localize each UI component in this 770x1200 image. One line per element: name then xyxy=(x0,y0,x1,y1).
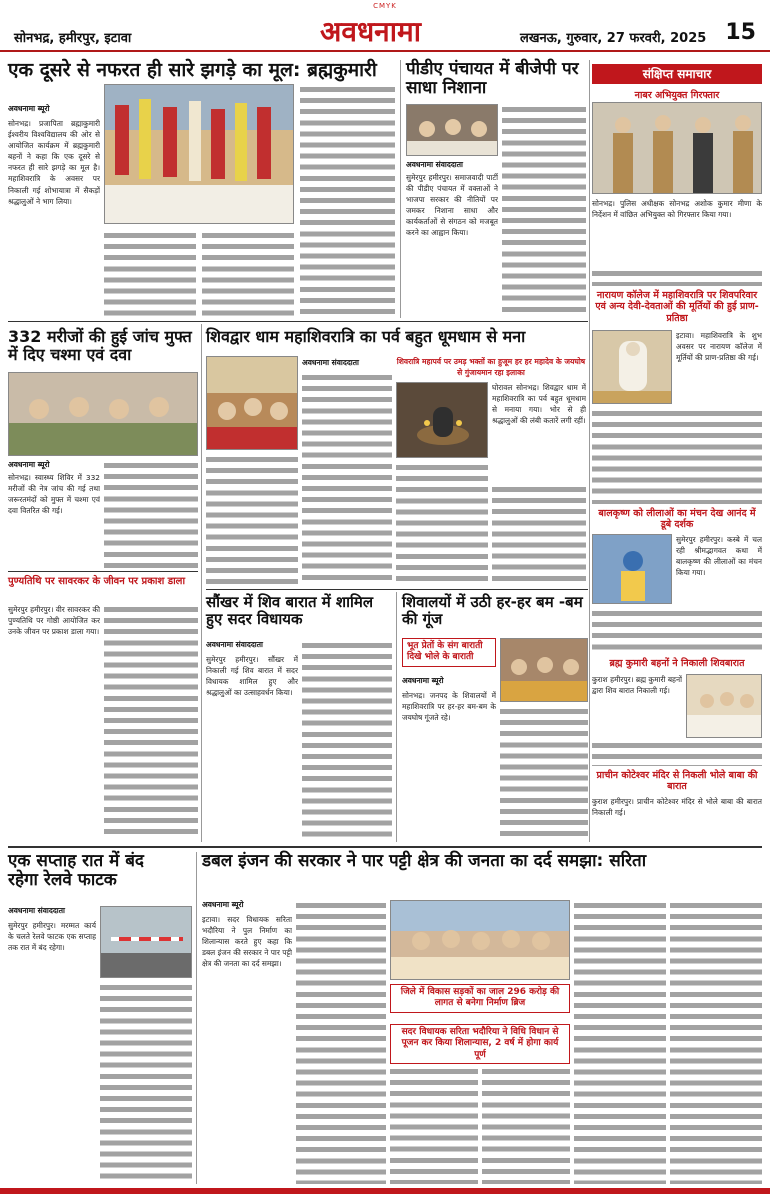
article-body: सुमेरपुर हमीरपुर। समाजवादी पार्टी की पीडीए पंचायत में वक्ताओं ने भाजपा सरकार की नीतियों पर जमकर निशाना साधा और कार्यकर्ताओं से संगठन को मजबूत करने का आह्वान किया। xyxy=(406,173,498,238)
shiv-baraat-photo xyxy=(687,675,762,738)
article-body: सुमेरपुर हमीरपुर। सौंखर में निकाली गई शिव बारात में सदर विधायक शामिल हुए और श्रद्धालुओं का उत्साहवर्धन किया। xyxy=(206,655,298,698)
sidebar-body-cont xyxy=(592,268,762,286)
article-headline: पुण्यतिथि पर सावरकर के जीवन पर प्रकाश डाला xyxy=(8,576,186,587)
highlight-box: भूत प्रेतों के संग बाराती दिखे भोले के बाराती xyxy=(402,638,496,667)
news-photo xyxy=(8,372,198,456)
article-headline: सौंखर में शिव बारात में शामिल हुए सदर विधायक xyxy=(206,593,374,628)
section-divider xyxy=(206,589,588,590)
article-body-cont xyxy=(492,484,586,586)
devotees-photo xyxy=(501,639,588,702)
date-line: लखनऊ, गुरुवार, 27 फरवरी, 2025 xyxy=(520,31,707,46)
article-body-cont xyxy=(104,230,196,318)
column-divider xyxy=(201,324,202,842)
section-divider xyxy=(8,321,588,322)
column-divider xyxy=(196,852,197,1184)
color-mark: CMYK xyxy=(373,2,397,10)
article-body: सोनभद्र। प्रजापिता ब्रह्माकुमारी ईश्वरीय विश्वविद्यालय की ओर से आयोजित कार्यक्रम में ब्रह्मकुमारी बहनों ने कहा कि एक दूसरे से नफरत ही सारे झगड़े का मूल है। महाशिवरात्रि के अवसर पर निकाली गई शोभायात्रा में सैकड़ों श्रद्धालुओं ने भाग लिया। xyxy=(8,119,100,206)
news-photo xyxy=(396,382,488,458)
police-arrest-photo xyxy=(593,103,762,194)
article-body-cont xyxy=(104,460,198,568)
sidebar-body: कुराश हमीरपुर। ब्रह्म कुमारी बहनों द्वारा शिव बारात निकाली गई। xyxy=(592,675,682,696)
article-subheadline: शिवरात्रि महापर्व पर उमड़ भक्तों का हुजूम हर हर महादेव के जयघोष से गुंजायमान रहा इलाका xyxy=(396,357,586,377)
article-body-cont xyxy=(202,230,294,318)
sidebar-body-cont xyxy=(592,740,762,766)
highlight-box: जिले में विकास सड़कों का जाल 296 करोड़ की लागत से बनेगा निर्माण ब्रिज xyxy=(390,984,570,1013)
shivling-photo xyxy=(397,383,488,458)
meeting-photo xyxy=(407,105,498,156)
article-body: घोरावल सोनभद्र। शिवद्वार धाम में महाशिवरात्रि का पर्व बहुत धूमधाम से मनाया गया। भोर से ही श्रद्धालुओं की लंबी कतारें लगी रहीं। xyxy=(492,383,586,426)
masthead xyxy=(0,10,770,52)
newspaper-logo: अवधनामा xyxy=(320,15,421,48)
article-headline: एक दूसरे से नफरत ही सारे झगड़े का मूल: ब्रह्मकुमारी xyxy=(8,59,377,81)
article-body-cont xyxy=(300,84,395,318)
section-divider xyxy=(8,571,198,572)
article-body: इटावा। सदर विधायक सरिता भदौरिया ने पुल निर्माण का शिलान्यास करते हुए कहा कि डबल इंजन की सरकार ने पार पट्टी क्षेत्र की जनता का दर्द समझा। xyxy=(202,915,292,969)
sidebar-headline: नारायण कॉलेज में महाशिवरात्रि पर शिवपरिवार एवं अन्य देवी-देवताओं की मूर्तियों की हुई प्राण-प्रतिष्ठा xyxy=(595,290,759,324)
news-photo xyxy=(206,356,298,450)
article-headline: शिवद्वार धाम महाशिवरात्रि का पर्व बहुत धूमधाम से मना xyxy=(206,327,526,346)
news-photo xyxy=(406,104,498,156)
article-body-cont xyxy=(500,706,588,840)
article-body-cont xyxy=(670,900,762,1184)
article-body-cont xyxy=(390,1066,478,1184)
article-headline: डबल इंजन की सरकार ने पार पट्टी क्षेत्र की जनता का दर्द समझा: सरिता xyxy=(202,851,647,871)
sidebar-body: इटावा। महाशिवरात्रि के शुभ अवसर पर नारायण कॉलेज में मूर्तियों की प्राण-प्रतिष्ठा की गई। xyxy=(676,331,762,363)
idol-photo xyxy=(593,331,672,404)
railway-crossing-photo xyxy=(101,907,192,978)
news-photo xyxy=(390,900,570,980)
news-photo xyxy=(100,906,192,978)
sidebar-body-cont xyxy=(592,408,762,504)
article-body-cont xyxy=(100,982,192,1184)
column-divider xyxy=(400,60,401,318)
article-headline: शिवालयों में उठी हर-हर बम -बम की गूंज xyxy=(402,593,583,628)
foundation-stone-photo xyxy=(391,901,570,980)
news-photo xyxy=(592,534,672,604)
sidebar-divider xyxy=(589,60,590,842)
masthead-cities: सोनभद्र, हमीरपुर, इटावा xyxy=(14,31,132,46)
article-body: सोनभद्र। जनपद के शिवालयों में महाशिवरात्रि पर हर-हर बम-बम के जयघोष गूंजते रहे। xyxy=(402,691,496,723)
procession-photo xyxy=(105,85,294,224)
article-byline: अवधनामा संवाददाता xyxy=(206,640,263,649)
temple-crowd-photo xyxy=(207,357,298,450)
article-body-cont xyxy=(502,104,586,318)
sidebar-subhead: नाबर अभियुक्त गिरफ्तार xyxy=(634,90,720,101)
sidebar-title: संक्षिप्त समाचार xyxy=(592,64,762,84)
news-photo xyxy=(686,674,762,738)
section-divider xyxy=(8,846,762,848)
news-photo xyxy=(592,102,762,194)
article-body: सोनभद्र। स्वास्थ्य शिविर में 332 मरीजों की नेत्र जांच की गई तथा जरूरतमंदों को मुफ्त में चश्मा एवं दवा वितरित की गई। xyxy=(8,473,100,516)
sidebar-headline: प्राचीन कोटेश्वर मंदिर से निकली भोले बाबा की बारात xyxy=(596,770,758,793)
news-photo xyxy=(500,638,588,702)
news-photo xyxy=(592,330,672,404)
highlight-box: सदर विधायक सरिता भदौरिया ने विधि विधान से पूजन कर किया शिलान्यास, 2 वर्ष में होगा कार्य पूर्ण xyxy=(390,1024,570,1064)
article-body-cont xyxy=(302,372,392,586)
article-body: सुमेरपुर हमीरपुर। वीर सावरकर की पुण्यतिथि पर गोष्ठी आयोजित कर उनके जीवन पर प्रकाश डाला गया। xyxy=(8,605,100,637)
sidebar-body: सोनभद्र। पुलिस अधीक्षक सोनभद्र अशोक कुमार मीणा के निर्देशन में वांछित अभियुक्त को गिरफ्तार किया गया। xyxy=(592,199,762,220)
sidebar-body: कुराश हमीरपुर। प्राचीन कोटेश्वर मंदिर से भोले बाबा की बारात निकाली गई। xyxy=(592,797,762,818)
article-byline: अवधनामा संवाददाता xyxy=(8,906,65,915)
news-photo xyxy=(104,84,294,224)
article-body-cont xyxy=(574,900,666,1184)
article-body-cont xyxy=(302,640,392,840)
sidebar-body-cont xyxy=(592,608,762,654)
article-body-cont xyxy=(396,462,488,586)
column-divider xyxy=(396,592,397,842)
eye-camp-photo xyxy=(9,373,198,456)
article-headline: पीडीए पंचायत में बीजेपी पर साधा निशाना xyxy=(406,59,579,99)
article-byline: अवधनामा संवाददाता xyxy=(302,358,359,367)
article-body-cont xyxy=(482,1066,570,1184)
sidebar-headline: ब्रह्म कुमारी बहनों ने निकाली शिवबारात xyxy=(609,658,745,669)
page-number: 15 xyxy=(725,20,756,45)
article-byline: अवधनामा ब्यूरो xyxy=(202,900,244,909)
article-body-cont xyxy=(296,900,386,1184)
sidebar-headline: बालकृष्ण को लीलाओं का मंचन देख आनंद में डूबे दर्शक xyxy=(598,508,756,531)
article-byline: अवधनामा ब्यूरो xyxy=(8,460,50,469)
article-byline: अवधनामा ब्यूरो xyxy=(402,676,444,685)
article-headline: एक सप्ताह रात में बंद रहेगा रेलवे फाटक xyxy=(8,851,144,891)
article-body: सुमेरपुर हमीरपुर। मरम्मत कार्य के चलते रेलवे फाटक एक सप्ताह तक रात में बंद रहेगा। xyxy=(8,921,96,953)
article-byline: अवधनामा संवाददाता xyxy=(406,160,463,169)
article-headline: 332 मरीजों की हुई जांच मुफ्त में दिए चश्मा एवं दवा xyxy=(8,327,192,364)
page-footer-rule xyxy=(0,1188,770,1194)
article-body-cont xyxy=(206,454,298,586)
article-byline: अवधनामा ब्यूरो xyxy=(8,104,50,113)
article-body-cont xyxy=(104,604,198,840)
sidebar-body: सुमेरपुर हमीरपुर। कस्बे में चल रही श्रीमद्भागवत कथा में बालकृष्ण की लीलाओं का मंचन किया गया। xyxy=(676,535,762,578)
krishna-leela-photo xyxy=(593,535,672,604)
